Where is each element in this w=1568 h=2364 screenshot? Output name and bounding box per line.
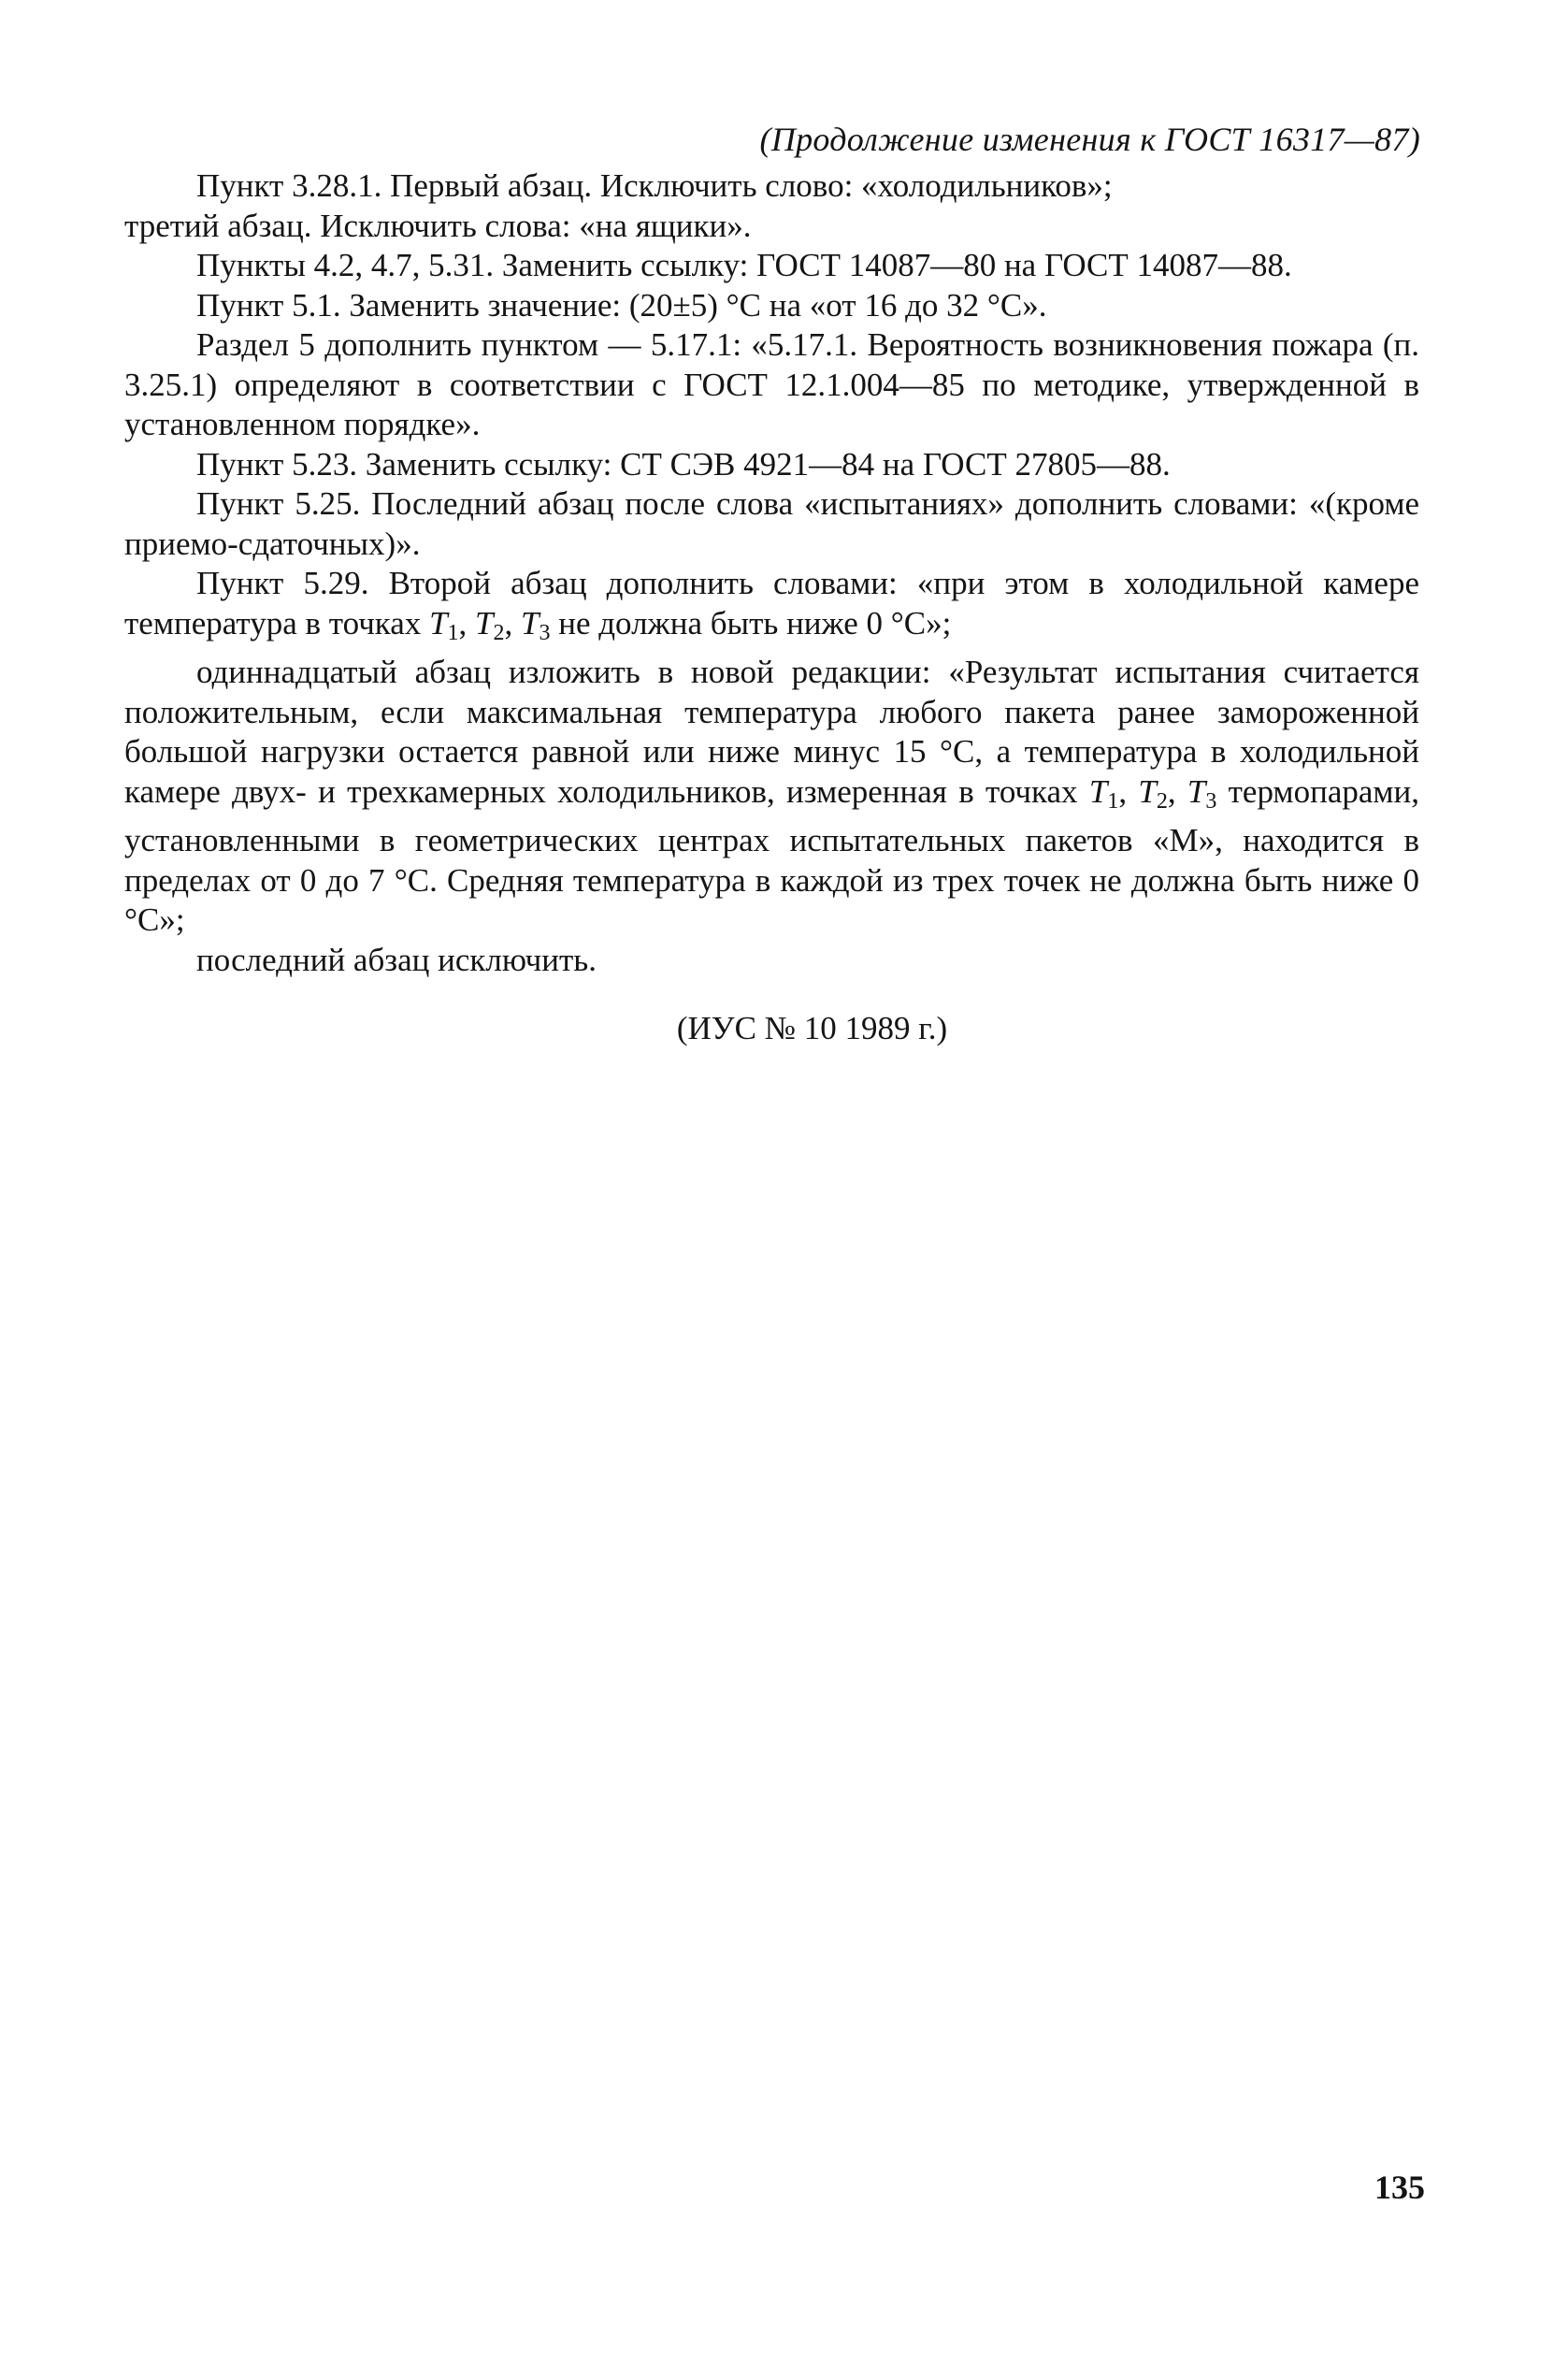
page-number: 135 [1374, 2169, 1425, 2206]
paragraph-last-abzac: последний абзац исключить. [196, 941, 597, 978]
point-t1: $T_1$ [429, 604, 459, 645]
paragraph-third-abzac: третий абзац. Исключить слова: «на ящики». [124, 207, 752, 244]
paragraph-3-28-1: Пункт 3.28.1. Первый абзац. Исключить слово: «холодильников»; [196, 167, 1113, 204]
point-t3: $T_3$ [1187, 772, 1217, 814]
point-t3: $T_3$ [521, 604, 551, 645]
paragraph-5-29-text-b: не должна быть ниже 0 °С»; [550, 604, 952, 641]
amendment-text [124, 166, 1419, 980]
paragraph-5-23: Пункт 5.23. Заменить ссылку: СТ СЭВ 4921—84 на ГОСТ 27805—88. [196, 445, 1171, 483]
paragraph-eleventh-text-a: одиннадцатый абзац изложить в новой редакции: «Результат испытания считается положительным, если максимальная температура любого пакета ранее замороженной большой нагрузки остается равной или ниже минус 15 °С, а температура в холодильной камере двух- и трехкамерных холодильников, измеренная в точках [124, 654, 1419, 810]
paragraph-4-2: Пункты 4.2, 4.7, 5.31. Заменить ссылку: ГОСТ 14087—80 на ГОСТ 14087—88. [196, 247, 1292, 283]
paragraph-5-25: Пункт 5.25. Последний абзац после слова «испытаниях» дополнить словами: «(кроме приемо-сдаточных)». [124, 485, 1419, 562]
page-header: (Продолжение изменения к ГОСТ 16317—87) [759, 121, 1420, 158]
paragraph-5-29: Пункт 5.29. Второй абзац дополнить словами: «при этом в холодильной камере температура в точках $T_1$, $T_2$, $T_3$ не должна быть ниже 0 °С»; [124, 565, 1419, 645]
source-reference: (ИУС № 10 1989 г.) [676, 1010, 948, 1046]
point-t1: $T_1$ [1088, 772, 1119, 814]
paragraph-eleventh-abzac: одиннадцатый абзац изложить в новой редакции: «Результат испытания считается положительным, если максимальная температура любого пакета ранее замороженной большой нагрузки остается равной или ниже минус 15 °С, а температура в холодильной камере двух- и трехкамерных холодильников, измеренная в точках $T_1$, $T_2$, $T_3$ термопарами, установленными в геометрических центрах испытательных пакетов «М», находится в пределах от 0 до 7 °С. Средняя температура в каждой из трех точек не должна быть ниже 0 °С»; [124, 654, 1420, 938]
paragraph-5-29-text-a: Пункт 5.29. Второй абзац дополнить словами: «при этом в холодильной камере температура в точках [124, 565, 1419, 641]
paragraph-5-1: Пункт 5.1. Заменить значение: (20±5) °С на «от 16 до 32 °С». [196, 286, 1047, 324]
point-t2: $T_2$ [475, 604, 505, 645]
paragraph-eleventh-text-b: термопарами, установленными в геометрических центрах испытательных пакетов «М», находится в пределах от 0 до 7 °С. Средняя температура в каждой из трех точек не должна быть ниже 0 °С»; [124, 772, 1420, 938]
paragraph-section-5: Раздел 5 дополнить пунктом — 5.17.1: «5.17.1. Вероятность возникновения пожара (п. 3.25.1) определяют в соответствии с ГОСТ 12.1.004—85 по методике, утвержденной в установленном порядке». [124, 326, 1419, 442]
point-t2: $T_2$ [1138, 772, 1168, 814]
